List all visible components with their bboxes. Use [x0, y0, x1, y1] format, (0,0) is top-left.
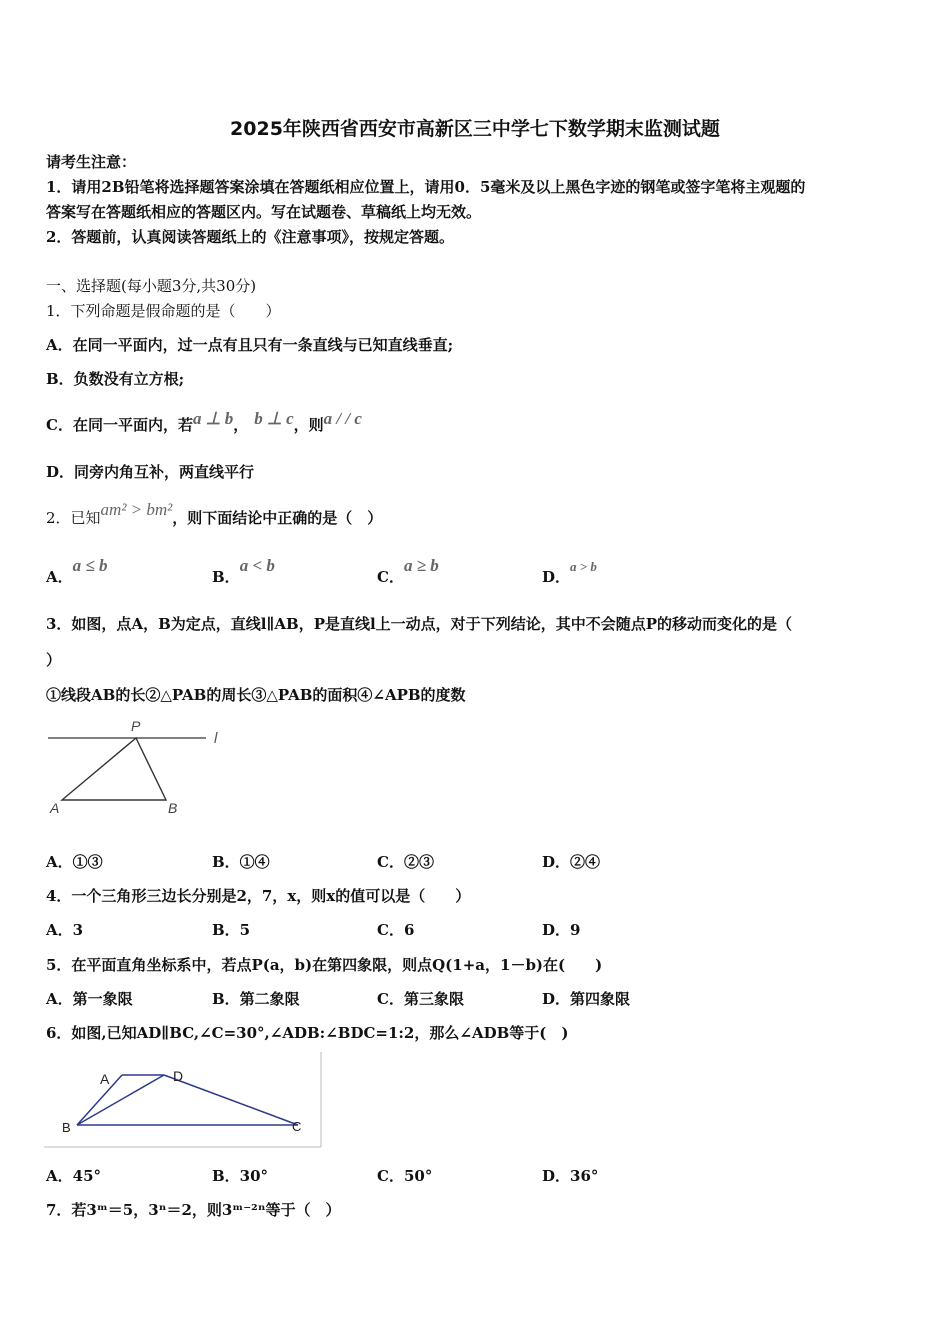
q5-stem: 5．在平面直角坐标系中，若点P(a，b)在第四象限，则点Q(1+a，1－b)在( ) [46, 956, 603, 974]
q3-stem-2: ） [46, 651, 62, 669]
q3-figure [44, 712, 234, 820]
notice-item-1b: 答案写在答题纸相应的答题区内。写在试题卷、草稿纸上均无效。 [46, 203, 482, 221]
q3-label-l: l [214, 730, 218, 747]
q1-stem: 1．下列命题是假命题的是（ ） [46, 302, 281, 320]
q5-option-c: C．第三象限 [377, 990, 464, 1008]
q2-option-a-math: a ≤ b [72, 556, 108, 575]
q1-math-b-perp-c: b ⊥ c [254, 409, 294, 428]
page-title: 2025年陕西省西安市高新区三中学七下数学期末监测试题 [230, 118, 720, 140]
q6-stem: 6．如图,已知AD∥BC,∠C=30°,∠ADB:∠BDC=1:2，那么∠ADB等于( ) [46, 1024, 569, 1042]
q2-option-c-math: a ≥ b [403, 556, 439, 575]
q3-option-b: B．①④ [212, 853, 270, 871]
q2-stem-post: ，则下面结论中正确的是（ ） [172, 509, 383, 527]
q1-option-c-text: C．在同一平面内，若 [46, 416, 193, 434]
q2-option-a [46, 556, 108, 587]
q6-label-d: D [173, 1068, 184, 1084]
q1-option-c [46, 409, 362, 435]
q1-math-a-parallel-c: a / / c [323, 409, 362, 428]
q1-option-c-mid: ，则 [293, 416, 324, 434]
q2-option-b-math: a < b [239, 556, 275, 575]
q3-option-d: D．②④ [542, 853, 601, 871]
q1-option-d: D．同旁内角互补，两直线平行 [46, 463, 255, 481]
q2-option-c [377, 556, 439, 587]
q4-option-b: B．5 [212, 921, 251, 939]
q6-option-d: D．36° [542, 1167, 599, 1185]
q6-label-c: C [292, 1119, 302, 1134]
q1-option-b: B．负数没有立方根; [46, 370, 185, 388]
q2-stem [46, 500, 383, 528]
q2-option-d [542, 559, 597, 588]
q5-option-b: B．第二象限 [212, 990, 300, 1008]
q6-figure [44, 1052, 324, 1148]
q6-option-a: A．45° [46, 1167, 102, 1185]
q1-option-c-sep: ， [233, 416, 249, 434]
q4-option-c: C．6 [377, 921, 415, 939]
notice-heading: 请考生注意： [46, 153, 137, 171]
q3-label-a: A [50, 800, 60, 816]
q3-option-a: A．①③ [46, 853, 103, 871]
q6-segment-bd [77, 1075, 164, 1125]
section-heading: 一、选择题(每小题3分,共30分) [46, 277, 257, 295]
q2-option-c-label: C． [377, 568, 404, 586]
q3-option-c: C．②③ [377, 853, 434, 871]
q2-option-d-math: a > b [570, 559, 597, 574]
q3-items: ①线段AB的长②△PAB的周长③△PAB的面积④∠APB的度数 [46, 686, 466, 704]
q3-stem-1: 3．如图，点A，B为定点，直线l∥AB，P是直线l上一动点，对于下列结论，其中不会随点P的移动而变化的是（ [46, 615, 792, 633]
q3-label-b: B [168, 800, 178, 816]
q2-condition-math: am² > bm² [100, 500, 173, 519]
q5-option-d: D．第四象限 [542, 990, 631, 1008]
notice-item-2: 2．答题前，认真阅读答题纸上的《注意事项》，按规定答题。 [46, 228, 454, 246]
q4-stem: 4．一个三角形三边长分别是2，7，x，则x的值可以是（ ） [46, 887, 471, 905]
q3-triangle-pab [62, 738, 166, 800]
q6-segment-dc [164, 1075, 298, 1125]
q4-option-a: A．3 [46, 921, 84, 939]
q6-label-b: B [62, 1120, 71, 1135]
q2-option-b [212, 556, 275, 587]
q6-label-a: A [100, 1071, 110, 1087]
q2-option-b-label: B． [212, 568, 240, 586]
q6-option-b: B．30° [212, 1167, 269, 1185]
notice-item-1a: 1．请用2B铅笔将选择题答案涂填在答题纸相应位置上，请用0．5毫米及以上黑色字迹的钢笔或签字笔将主观题的 [46, 178, 806, 196]
q7-stem: 7．若3ᵐ＝5，3ⁿ＝2，则3ᵐ⁻²ⁿ等于（ ） [46, 1201, 341, 1219]
q2-stem-pre: 2．已知 [46, 509, 101, 527]
q5-option-a: A．第一象限 [46, 990, 133, 1008]
q1-math-a-perp-b: a ⊥ b [192, 409, 234, 428]
q3-label-p: P [131, 718, 141, 734]
q4-option-d: D．9 [542, 921, 581, 939]
q2-option-a-label: A． [46, 568, 73, 586]
q1-option-a: A．在同一平面内，过一点有且只有一条直线与已知直线垂直; [46, 336, 454, 354]
q6-option-c: C．50° [377, 1167, 433, 1185]
q2-option-d-label: D． [542, 568, 571, 586]
